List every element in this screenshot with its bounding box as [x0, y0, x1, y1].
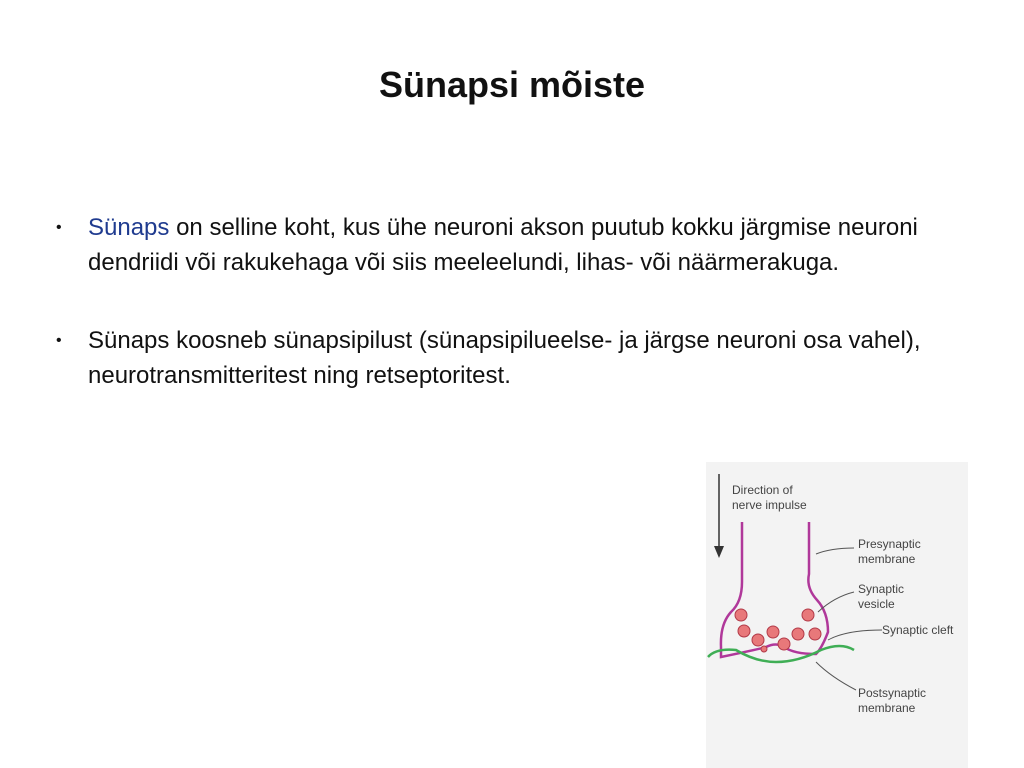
bullet-text: on selline koht, kus ühe neuroni akson puutub kokku järgmise neuroni dendriidi või rakukehaga või siis meeleelundi, lihas- või näärmerakuga. [88, 214, 918, 276]
vesicle [778, 638, 790, 650]
vesicle [792, 628, 804, 640]
vesicle [767, 626, 779, 638]
label-postsynaptic-line2: membrane [858, 701, 916, 715]
bullet-dot-icon: • [56, 219, 62, 236]
direction-arrow-head-icon [714, 546, 724, 558]
vesicle [802, 609, 814, 621]
label-cleft: Synaptic cleft [882, 623, 954, 637]
bullet-item-synapse-definition [52, 210, 952, 280]
label-vesicle-line1: Synaptic [858, 582, 905, 596]
vesicle [752, 634, 764, 646]
label-direction-line1: Direction of [732, 483, 793, 497]
synapse-diagram [706, 462, 968, 768]
bullet-text: Sünaps koosneb sünapsipilust (sünapsipilueelse- ja järgse neuroni osa vahel), neurotransmitteritest ning retseptoritest. [88, 327, 921, 389]
vesicle-group [735, 609, 821, 652]
vesicle [735, 609, 747, 621]
label-postsynaptic-line1: Postsynaptic [858, 686, 927, 700]
term-highlight: Sünaps [88, 214, 170, 241]
leader-line-postsynaptic [816, 662, 856, 690]
leader-line-presynaptic [816, 548, 854, 554]
bullet-dot-icon: • [56, 332, 62, 349]
vesicle [738, 625, 750, 637]
label-direction-line2: nerve impulse [732, 498, 807, 512]
slide-title: Sünapsi mõiste [378, 64, 646, 105]
synapse-diagram-svg [706, 462, 968, 768]
leader-line-cleft [828, 630, 882, 640]
bullet-item-synapse-components [52, 323, 952, 393]
bullet-list [52, 210, 952, 436]
vesicle [809, 628, 821, 640]
label-presynaptic-line1: Presynaptic [858, 537, 921, 551]
label-presynaptic-line2: membrane [858, 552, 916, 566]
label-vesicle-line2: vesicle [858, 597, 895, 611]
vesicle-release [761, 646, 767, 652]
